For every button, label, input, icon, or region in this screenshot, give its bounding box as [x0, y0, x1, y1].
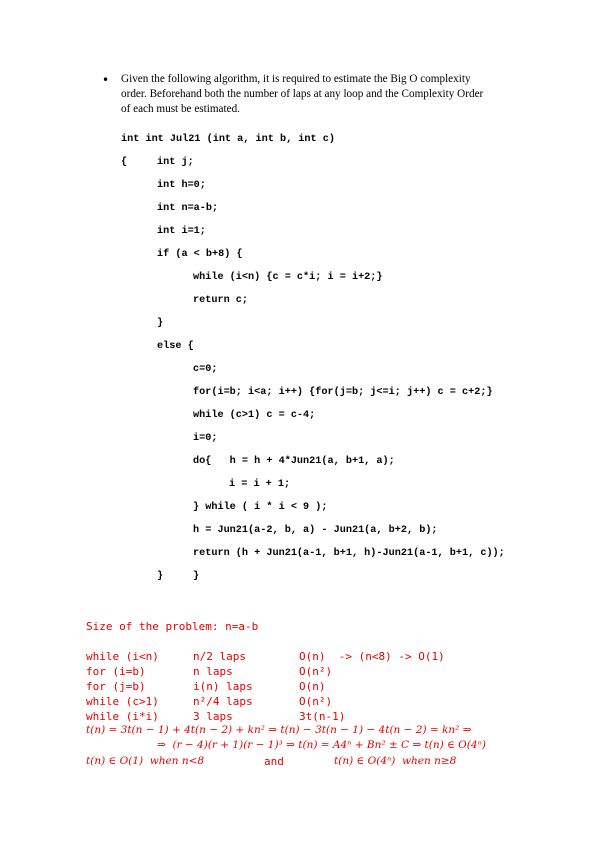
code-line: int int Jul21 (int a, int b, int c) — [121, 134, 335, 145]
loop-order: O(n) — [299, 680, 326, 693]
code-line: int i=1; — [157, 226, 206, 237]
code-line: return c; — [193, 295, 249, 306]
loop-laps: n/2 laps — [193, 650, 246, 663]
code-line: } — [157, 318, 164, 329]
code-line: if (a < b+8) { — [157, 249, 243, 260]
code-line: { — [121, 157, 128, 168]
code-line: for(i=b; i<a; i++) {for(j=b; j<=i; j++) c = c+2;} — [193, 387, 493, 398]
code-line: else { — [157, 341, 194, 352]
conclusion-large: t(n) ∈ O(4ⁿ) when n≥8 — [334, 755, 457, 767]
loop-order: O(n²) — [299, 665, 333, 678]
loop-laps: i(n) laps — [193, 680, 253, 693]
intro-line-3: of each must be estimated. — [121, 103, 240, 115]
problem-size: Size of the problem: n=a-b — [86, 620, 259, 633]
loop-name: for (i=b) — [86, 665, 146, 678]
code-line: i=0; — [193, 433, 218, 444]
loop-laps: 3 laps — [193, 710, 233, 723]
code-line: } while ( i * i < 9 ); — [193, 502, 328, 513]
intro-line-2: order. Beforehand both the number of laps at any loop and the Complexity Order — [121, 88, 484, 100]
loop-laps: n²/4 laps — [193, 695, 253, 708]
loop-order: 3t(n-1) — [299, 710, 346, 723]
code-line: } — [193, 571, 200, 582]
conclusion-small: t(n) ∈ O(1) when n<8 — [86, 755, 205, 767]
code-line: int h=0; — [157, 180, 206, 191]
code-line: } — [157, 571, 164, 582]
code-line: while (i<n) {c = c*i; i = i+2;} — [193, 272, 383, 283]
loop-order: O(n) -> (n<8) -> O(1) — [299, 650, 445, 663]
code-line: while (c>1) c = c-4; — [193, 410, 316, 421]
conclusion-and: and — [264, 755, 284, 768]
loop-name: while (i*i) — [86, 710, 159, 723]
loop-order: O(n²) — [299, 695, 333, 708]
code-line: i = i + 1; — [229, 479, 291, 490]
loop-name: for (j=b) — [86, 680, 146, 693]
loop-laps: n laps — [193, 665, 233, 678]
characteristic-equation: ⇒ (r − 4)(r + 1)(r − 1)³ ⇒ t(n) = A4ⁿ + Bn² ± C ⇒ t(n) ∈ O(4ⁿ) — [157, 739, 486, 751]
bullet-marker: • — [102, 73, 110, 87]
code-line: h = Jun21(a-2, b, a) - Jun21(a, b+2, b); — [193, 525, 438, 536]
loop-name: while (i<n) — [86, 650, 159, 663]
loop-name: while (c>1) — [86, 695, 159, 708]
code-line: do{ h = h + 4*Jun21(a, b+1, a); — [193, 456, 395, 467]
recurrence-equation: t(n) = 3t(n − 1) + 4t(n − 2) + kn² ⇒ t(n) − 3t(n − 1) − 4t(n − 2) = kn² ⇒ — [86, 724, 472, 736]
code-line: return (h + Jun21(a-1, b+1, h)-Jun21(a-1, b+1, c)); — [193, 548, 505, 559]
code-line: int n=a-b; — [157, 203, 219, 214]
code-line: int j; — [157, 157, 194, 168]
code-line: c=0; — [193, 364, 218, 375]
intro-paragraph — [121, 72, 521, 117]
intro-line-1: Given the following algorithm, it is required to estimate the Big O complexity — [121, 73, 471, 85]
